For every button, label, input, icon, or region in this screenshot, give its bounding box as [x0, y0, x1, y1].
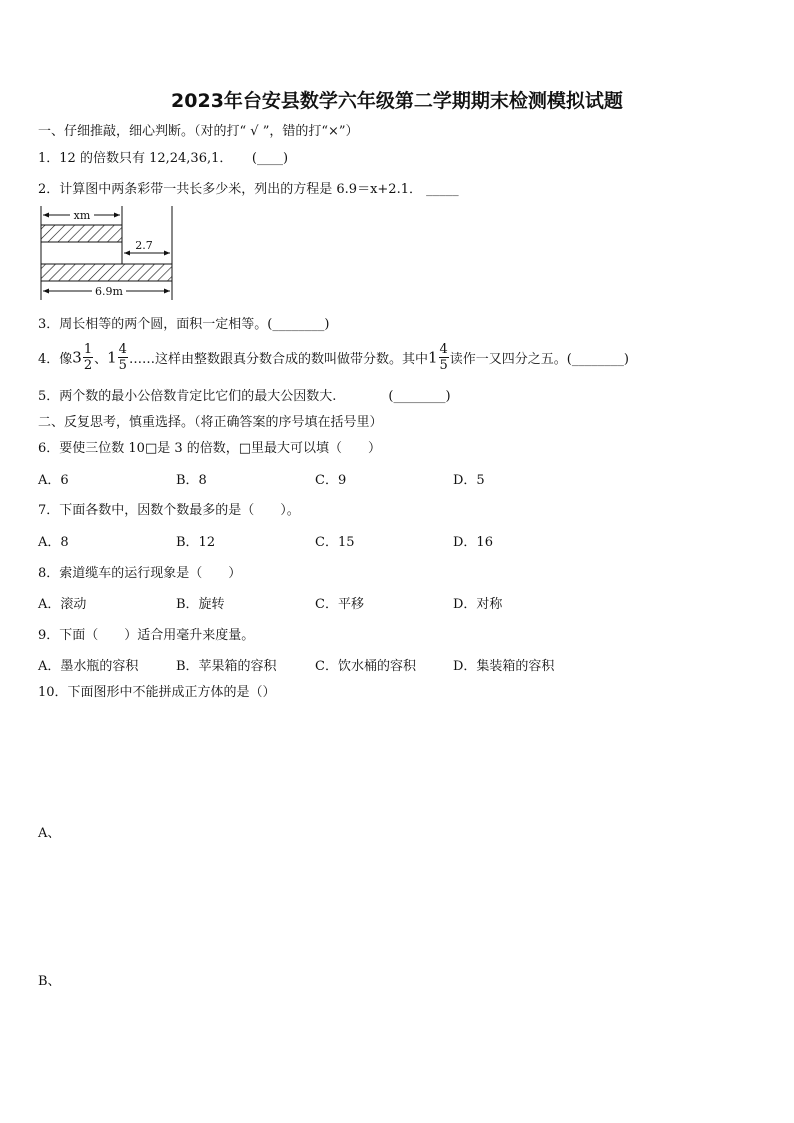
q7-option-c[interactable]: C．15 — [315, 535, 355, 550]
q9-option-b[interactable]: B．苹果箱的容积 — [176, 659, 277, 674]
mixed-number-1-4-5-b: 1 $\frac{4}{5}$ — [427, 341, 448, 373]
q10-option-a[interactable]: A、 — [38, 826, 61, 841]
q9-option-a[interactable]: A．墨水瓶的容积 — [38, 659, 139, 674]
q10-option-b[interactable]: B、 — [38, 974, 61, 989]
q6-option-b[interactable]: B．8 — [176, 473, 207, 488]
q6-option-a[interactable]: A．6 — [38, 473, 69, 488]
q9-options — [0, 655, 794, 673]
q4-separator: 、 — [94, 351, 108, 367]
q6-options — [0, 469, 794, 487]
question-7: 7．下面各数中，因数个数最多的是（ ）。 — [38, 503, 300, 518]
question-3: 3．周长相等的两个圆，面积一定相等。(________) — [38, 317, 330, 332]
ribbon-bottom — [41, 264, 172, 281]
label-xm: xm — [73, 209, 91, 222]
q4-middle: ……这样由整数跟真分数合成的数叫做带分数。其中 — [128, 351, 428, 367]
mixed-number-3-1-2: 3 $\frac{1}{2}$ — [72, 341, 93, 373]
label-2-7: 2.7 — [135, 239, 153, 252]
q9-option-c[interactable]: C．饮水桶的容积 — [315, 659, 416, 674]
question-6: 6．要使三位数 10□是 3 的倍数，□里最大可以填（ ） — [38, 441, 382, 456]
label-6-9m: 6.9m — [95, 285, 123, 298]
section-heading-2: 二、反复思考，慎重选择。（将正确答案的序号填在括号里） — [38, 415, 383, 430]
page-title: 2023年台安县数学六年级第二学期期末检测模拟试题 — [171, 90, 623, 112]
q6-option-d[interactable]: D．5 — [453, 473, 485, 488]
ribbon-top — [41, 225, 122, 242]
q8-option-a[interactable]: A．滚动 — [38, 597, 87, 612]
question-4 — [38, 340, 629, 374]
question-10: 10．下面图形中不能拼成正方体的是（） — [38, 685, 276, 700]
question-2: 2．计算图中两条彩带一共长多少米，列出的方程是 6.9＝x+2.1． _____ — [38, 182, 459, 197]
q4-prefix: 4．像 — [38, 351, 73, 367]
q8-option-d[interactable]: D．对称 — [453, 597, 503, 612]
question-5: 5．两个数的最小公倍数肯定比它们的最大公因数大. (________) — [38, 389, 451, 404]
q8-option-b[interactable]: B．旋转 — [176, 597, 225, 612]
mixed-number-1-4-5: 1 $\frac{4}{5}$ — [107, 341, 127, 373]
q9-option-d[interactable]: D．集装箱的容积 — [453, 659, 555, 674]
q7-option-a[interactable]: A．8 — [38, 535, 69, 550]
q7-option-d[interactable]: D．16 — [453, 535, 493, 550]
q4-suffix: 读作一又四分之五。(________) — [449, 351, 629, 367]
q7-options — [0, 531, 794, 549]
q7-option-b[interactable]: B．12 — [176, 535, 216, 550]
question-8: 8．索道缆车的运行现象是（ ） — [38, 566, 242, 581]
ribbon-diagram — [36, 204, 186, 302]
q8-option-c[interactable]: C．平移 — [315, 597, 364, 612]
section-heading-1: 一、仔细推敲，细心判断。（对的打“ √ ”，错的打“×”） — [38, 124, 359, 139]
q8-options — [0, 593, 794, 611]
question-9: 9．下面（ ）适合用毫升来度量。 — [38, 628, 255, 643]
question-1: 1．12 的倍数只有 12,24,36,1． (____) — [38, 151, 289, 166]
q6-option-c[interactable]: C．9 — [315, 473, 347, 488]
